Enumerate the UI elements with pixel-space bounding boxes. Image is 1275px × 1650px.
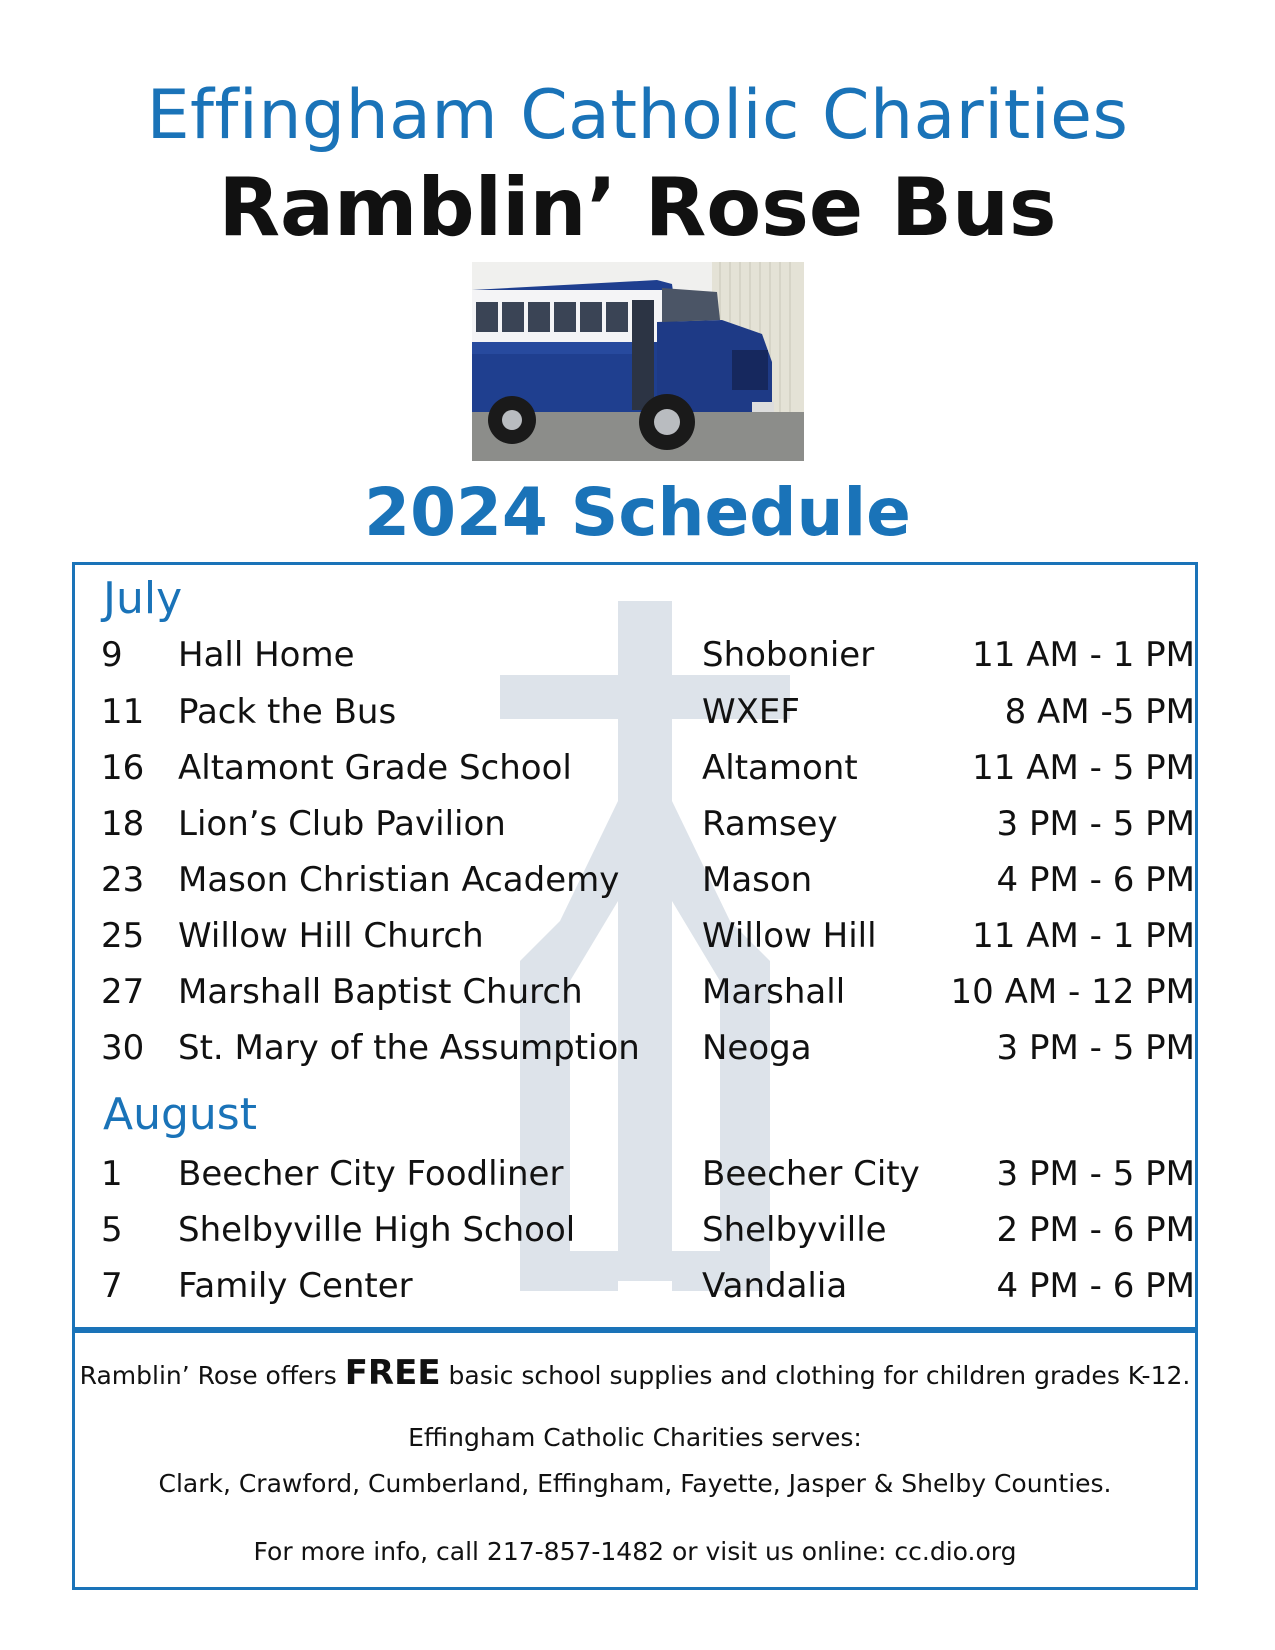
row-time: 8 AM -5 PM xyxy=(1004,692,1195,732)
row-day: 25 xyxy=(101,916,145,956)
row-town: Mason xyxy=(702,860,813,900)
row-town: Altamont xyxy=(702,748,858,788)
contact-line: For more info, call 217-857-1482 or visit us online: cc.dio.org xyxy=(253,1537,1017,1566)
counties-line: Clark, Crawford, Cumberland, Effingham, Fayette, Jasper & Shelby Counties. xyxy=(158,1469,1112,1498)
row-venue: Lion’s Club Pavilion xyxy=(178,804,506,844)
row-time: 3 PM - 5 PM xyxy=(996,804,1195,844)
table-row xyxy=(75,1023,1195,1073)
row-time: 10 AM - 12 PM xyxy=(950,972,1195,1012)
row-venue: Mason Christian Academy xyxy=(178,860,620,900)
row-day: 5 xyxy=(101,1210,123,1250)
row-time: 3 PM - 5 PM xyxy=(996,1154,1195,1194)
offer-post: basic school supplies and clothing for children grades K-12. xyxy=(448,1361,1191,1390)
row-day: 23 xyxy=(101,860,145,900)
bus-photo-icon xyxy=(472,262,804,461)
row-day: 1 xyxy=(101,1154,123,1194)
row-time: 4 PM - 6 PM xyxy=(996,860,1195,900)
row-venue: Altamont Grade School xyxy=(178,748,572,788)
row-time: 3 PM - 5 PM xyxy=(996,1028,1195,1068)
row-time: 11 AM - 1 PM xyxy=(972,916,1195,956)
serves-label: Effingham Catholic Charities serves: xyxy=(408,1423,862,1452)
row-day: 9 xyxy=(101,635,123,675)
row-time: 4 PM - 6 PM xyxy=(996,1266,1195,1306)
schedule-title: 2024 Schedule xyxy=(364,474,911,551)
table-row xyxy=(75,1149,1195,1199)
row-town: Neoga xyxy=(702,1028,812,1068)
row-town: Vandalia xyxy=(702,1266,848,1306)
row-town: Willow Hill xyxy=(702,916,877,956)
row-venue: St. Mary of the Assumption xyxy=(178,1028,640,1068)
schedule-table xyxy=(72,562,1198,1330)
table-row xyxy=(75,799,1195,849)
row-time: 11 AM - 1 PM xyxy=(972,635,1195,675)
row-day: 7 xyxy=(101,1266,123,1306)
row-venue: Willow Hill Church xyxy=(178,916,484,956)
offer-free: FREE xyxy=(344,1353,441,1393)
offer-pre: Ramblin’ Rose offers xyxy=(79,1361,337,1390)
table-row xyxy=(75,855,1195,905)
org-title: Effingham Catholic Charities xyxy=(146,76,1129,155)
table-row xyxy=(75,743,1195,793)
bus-title: Ramblin’ Rose Bus xyxy=(218,161,1057,254)
row-day: 27 xyxy=(101,972,145,1012)
row-venue: Family Center xyxy=(178,1266,413,1306)
row-venue: Shelbyville High School xyxy=(178,1210,576,1250)
row-time: 11 AM - 5 PM xyxy=(972,748,1195,788)
table-row xyxy=(75,1205,1195,1255)
row-day: 18 xyxy=(101,804,145,844)
row-town: Ramsey xyxy=(702,804,838,844)
table-row xyxy=(75,967,1195,1017)
row-venue: Marshall Baptist Church xyxy=(178,972,583,1012)
row-venue: Hall Home xyxy=(178,635,355,675)
row-day: 11 xyxy=(101,692,145,732)
row-town: Marshall xyxy=(702,972,846,1012)
table-row xyxy=(75,1261,1195,1311)
table-row xyxy=(75,911,1195,961)
table-row xyxy=(75,687,1195,737)
row-day: 16 xyxy=(101,748,145,788)
month-july: July xyxy=(103,573,183,624)
row-town: Shelbyville xyxy=(702,1210,887,1250)
row-venue: Beecher City Foodliner xyxy=(178,1154,564,1194)
row-town: WXEF xyxy=(702,692,800,732)
row-venue: Pack the Bus xyxy=(178,692,397,732)
row-town: Shobonier xyxy=(702,635,875,675)
row-day: 30 xyxy=(101,1028,145,1068)
footer-info xyxy=(72,1330,1198,1590)
offer-line xyxy=(75,1353,1195,1393)
row-time: 2 PM - 6 PM xyxy=(996,1210,1195,1250)
month-august: August xyxy=(103,1089,257,1140)
table-row xyxy=(75,630,1195,680)
row-town: Beecher City xyxy=(702,1154,920,1194)
